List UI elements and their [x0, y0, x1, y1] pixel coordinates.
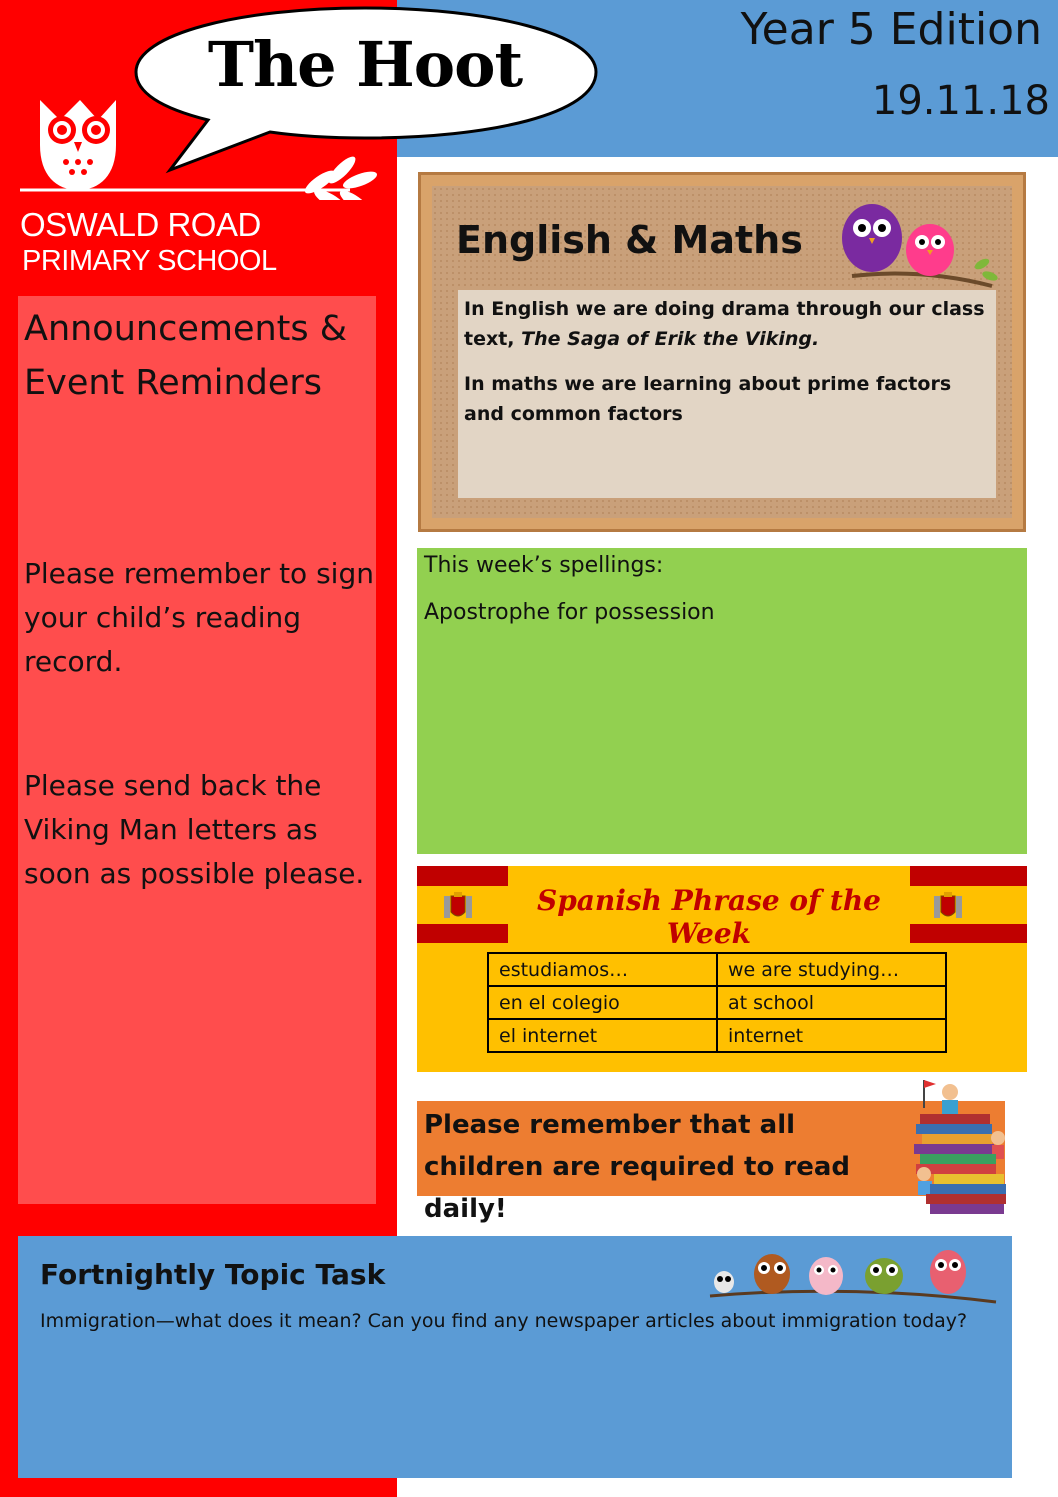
spanish-phrase-table [487, 952, 947, 1053]
announcement-item: Please send back the Viking Man letters as soon as possible please. [24, 769, 365, 890]
topic-task-title: Fortnightly Topic Task [40, 1258, 386, 1291]
edition-date: 19.11.18 [871, 78, 1050, 124]
spellings-topic: Apostrophe for possession [424, 600, 715, 625]
announcements-title: Announcements & Event Reminders [24, 309, 348, 403]
spanish-phrase: en el colegio [488, 986, 717, 1019]
maths-text: In maths we are learning about prime factors and common factors [464, 373, 952, 425]
english-text-prefix: In English we are doing drama through our class text, [464, 298, 985, 350]
english-translation: we are studying… [717, 953, 946, 986]
school-name-line1: OSWALD ROAD [20, 206, 261, 243]
owl-logo-icon [20, 90, 390, 200]
english-maths-title: English & Maths [456, 218, 803, 262]
spanish-phrase: estudiamos… [488, 953, 717, 986]
table-row [488, 986, 946, 1019]
table-row [488, 953, 946, 986]
spanish-crest-icon [930, 890, 966, 924]
spanish-title: Spanish Phrase of the Week [536, 884, 881, 950]
spanish-crest-icon [440, 890, 476, 924]
reading-reminder: Please remember that all children are required to read daily! [424, 1110, 850, 1224]
book-stack-icon [910, 1078, 1010, 1218]
english-translation: at school [717, 986, 946, 1019]
english-translation: internet [717, 1019, 946, 1052]
spellings-panel [417, 548, 1027, 854]
topic-task-text: Immigration—what does it mean? Can you find any newspaper articles about immigration today? [40, 1310, 968, 1332]
school-name-line2: PRIMARY SCHOOL [22, 245, 277, 277]
owl-row-icon [700, 1244, 1000, 1308]
edition-label: Year 5 Edition [740, 4, 1042, 55]
announcements-panel [18, 296, 376, 1204]
english-text [464, 294, 994, 354]
owl-pair-icon [832, 198, 1002, 298]
spanish-phrase: el internet [488, 1019, 717, 1052]
announcement-item: Please remember to sign your child’s reading record. [24, 557, 374, 678]
newsletter-title: The Hoot [207, 28, 523, 101]
right-margin [1040, 157, 1058, 1497]
spellings-title: This week’s spellings: [424, 553, 664, 578]
class-text-title: The Saga of Erik the Viking. [521, 328, 820, 350]
table-row [488, 1019, 946, 1052]
